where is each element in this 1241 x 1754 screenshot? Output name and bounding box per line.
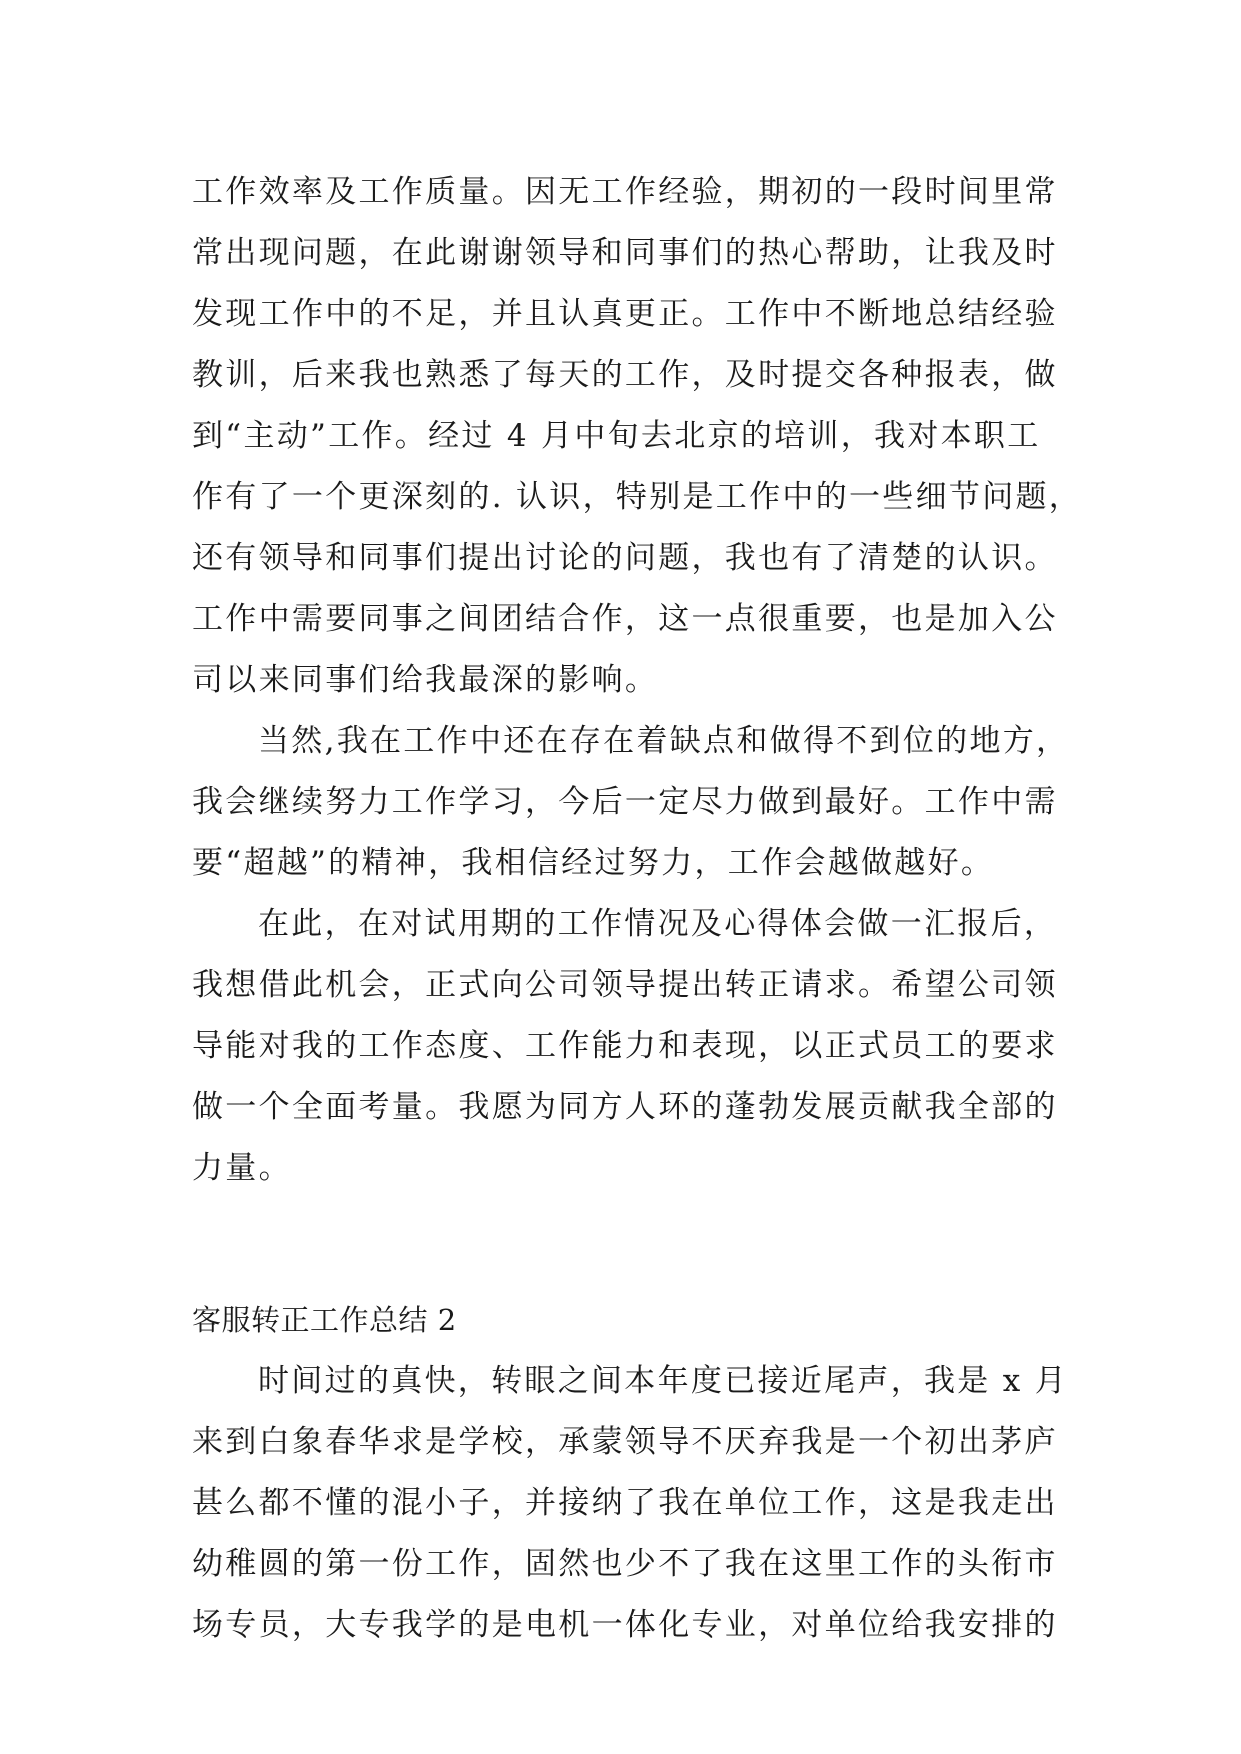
paragraph-confirmation-request <box>192 894 1058 1199</box>
text-line: 我想借此机会，正式向公司领导提出转正请求。希望公司领 <box>192 967 1058 1003</box>
text-line: 工作中需要同事之间团结合作，这一点很重要，也是加入公 <box>192 601 1058 637</box>
text-line: 来到白象春华求是学校，承蒙领导不厌弃我是一个初出茅庐 <box>192 1424 1058 1460</box>
text-line: 要“超越”的精神，我相信经过努力，工作会越做越好。 <box>192 845 995 881</box>
text-line: 力量。 <box>192 1150 292 1186</box>
text-line: 教训，后来我也熟悉了每天的工作，及时提交各种报表，做 <box>192 357 1058 393</box>
section-gap <box>192 1199 1052 1290</box>
text-line: 常出现问题，在此谢谢领导和同事们的热心帮助，让我及时 <box>192 235 1058 271</box>
section-heading: 客服转正工作总结 2 <box>192 1303 457 1337</box>
text-line: 当然,我在工作中还在存在着缺点和做得不到位的地方， <box>258 723 1070 759</box>
document-body <box>192 162 1083 1656</box>
paragraph-shortcomings <box>192 711 1070 894</box>
text-line: 到“主动”工作。经过 4 月中旬去北京的培训，我对本职工 <box>192 418 1041 454</box>
text-line: 时间过的真快，转眼之间本年度已接近尾声，我是 x 月 <box>258 1363 1068 1399</box>
text-line: 在此，在对试用期的工作情况及心得体会做一汇报后， <box>258 906 1058 942</box>
text-line: 甚么都不懂的混小子，并接纳了我在单位工作，这是我走出 <box>192 1485 1058 1521</box>
text-line: 场专员，大专我学的是电机一体化专业，对单位给我安排的 <box>192 1607 1058 1643</box>
text-line: 幼稚圆的第一份工作，固然也少不了我在这里工作的头衔市 <box>192 1546 1058 1582</box>
text-line: 导能对我的工作态度、工作能力和表现，以正式员工的要求 <box>192 1028 1058 1064</box>
text-line: 发现工作中的不足，并且认真更正。工作中不断地总结经验 <box>192 296 1058 332</box>
text-line: 做一个全面考量。我愿为同方人环的蓬勃发展贡献我全部的 <box>192 1089 1058 1125</box>
text-line: 工作效率及工作质量。因无工作经验，期初的一段时间里常 <box>192 174 1058 210</box>
text-line: 还有领导和同事们提出讨论的问题，我也有了清楚的认识。 <box>192 540 1058 576</box>
text-line: 司以来同事们给我最深的影响。 <box>192 662 659 698</box>
text-line: 作有了一个更深刻的. 认识，特别是工作中的一些细节问题， <box>192 479 1083 515</box>
paragraph-work-experience <box>192 162 1083 711</box>
paragraph-time-flies <box>192 1351 1068 1656</box>
text-line: 我会继续努力工作学习，今后一定尽力做到最好。工作中需 <box>192 784 1058 820</box>
